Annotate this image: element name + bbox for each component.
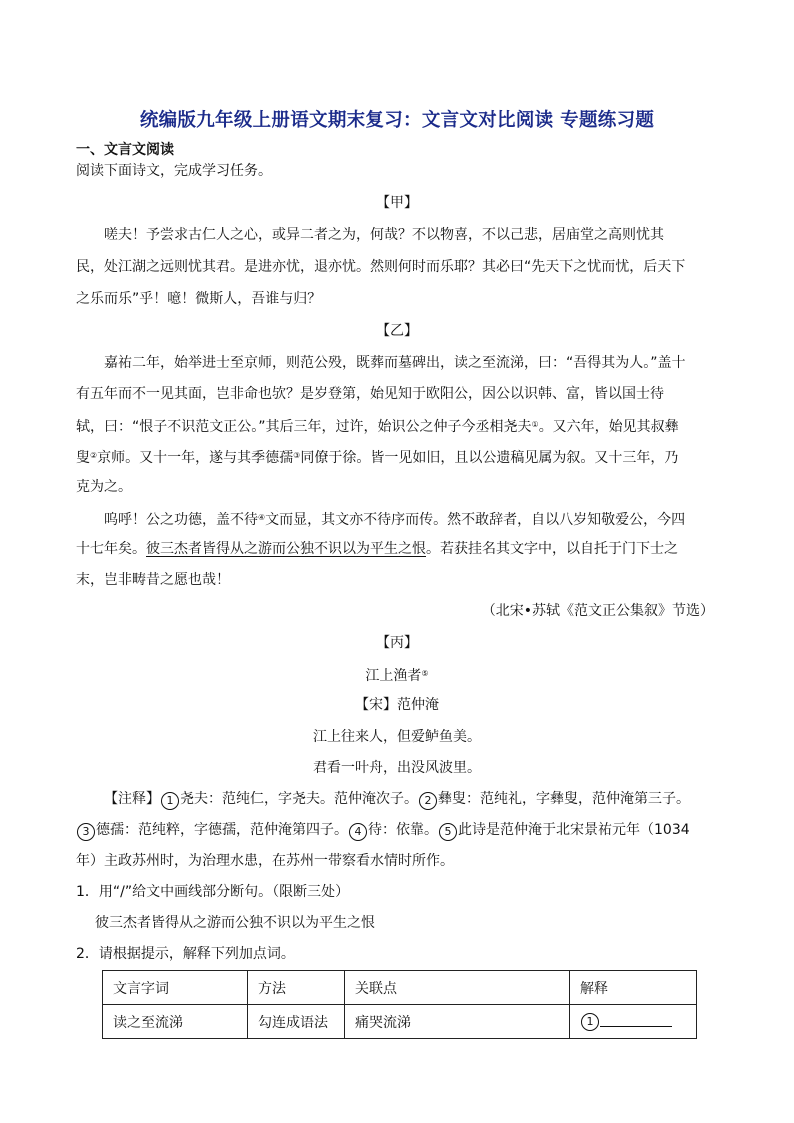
answer-number: 1 [581, 1013, 599, 1031]
table-header-row [103, 971, 697, 1005]
table-header: 关联点 [345, 971, 570, 1005]
page-title: 统编版九年级上册语文期末复习：文言文对比阅读 专题练习题 [139, 110, 655, 131]
notes-line-2 [76, 820, 690, 841]
note-4-text: 待：依靠。 [368, 822, 438, 838]
note-ref-5: ⑤ [421, 669, 429, 678]
note-ref-2: ② [90, 451, 98, 460]
table-cell: 读之至流涕 [103, 1005, 248, 1039]
yi-line-6 [104, 508, 685, 530]
poem-author: 【宋】范仲淹 [355, 697, 439, 713]
bing-heading: 【丙】 [376, 635, 418, 651]
yi-line-6-tail: 文而显，其文亦不待序而传。然不敢辞者，自以八岁知敬爱公，今四 [265, 512, 686, 528]
yi-line-4-tail: 同僚于徐。皆一见如旧，且以公遗稿见属为叙。又十三年，乃 [300, 450, 679, 466]
yi-line-4-mid: 京师。又十一年，遂与其季德孺 [97, 450, 294, 466]
jia-line-1: 嗟夫！予尝求古仁人之心，或异二者之为，何哉？不以物喜，不以己悲，居庙堂之高则忧其 [104, 227, 664, 243]
table-cell: 痛哭流涕 [345, 1005, 570, 1039]
note-num-5: 5 [439, 823, 457, 841]
yi-line-4-head: 叟 [76, 450, 90, 466]
answer-blank[interactable] [600, 1012, 672, 1027]
answer-cell [570, 1005, 697, 1039]
question-1-text: 彼三杰者皆得从之游而公独不识以为平生之恨 [95, 915, 375, 931]
notes-line-3: 年）主政苏州时，为治理水患，在苏州一带察看水情时所作。 [76, 853, 454, 869]
yi-line-3-text: 轼，曰：“恨子不识范文正公。”其后三年，过许，始识公之仲子今丞相尧夫 [76, 419, 532, 435]
poem-title-text: 江上渔者 [365, 668, 422, 684]
answer-table [102, 970, 697, 1039]
intro-text: 阅读下面诗文，完成学习任务。 [76, 163, 272, 179]
section-heading: 一、文言文阅读 [76, 142, 174, 158]
yi-line-8: 末，岂非畴昔之愿也哉！ [76, 572, 230, 588]
table-row [103, 1005, 697, 1039]
yi-line-3 [76, 415, 679, 437]
yi-line-7-head: 十七年矣。 [76, 541, 146, 557]
jia-line-3: 之乐而乐”乎！噫！微斯人，吾谁与归？ [76, 291, 322, 307]
yi-line-7-tail: 。若获挂名其文字中，以自托于门下士之 [426, 541, 678, 557]
note-1-text: 尧夫：范纯仁，字尧夫。范仲淹次子。 [180, 791, 418, 807]
poem-line-2: 君看一叶舟，出没风波里。 [313, 760, 481, 776]
yi-line-1: 嘉祐二年，始举进士至京师，则范公殁，既葬而墓碑出，读之至流涕，曰：“吾得其为人。”盖十 [104, 355, 686, 371]
table-header: 方法 [248, 971, 345, 1005]
question-1-label: 1．用“/”给文中画线部分断句。（限断三处） [76, 884, 350, 900]
underlined-sentence: 彼三杰者皆得从之游而公独不识以为平生之恨 [146, 541, 426, 557]
poem-title [0, 664, 794, 686]
note-num-4: 4 [349, 823, 367, 841]
table-header: 文言字词 [103, 971, 248, 1005]
notes-label: 【注释】 [104, 791, 160, 807]
notes-line-1 [104, 789, 690, 810]
yi-line-2: 有五年而不一见其面，岂非命也欤？是岁登第，始见知于欧阳公，因公以识韩、富，皆以国士待 [76, 386, 664, 402]
note-3-text: 德孺：范纯粹，字德孺，范仲淹第四子。 [96, 822, 348, 838]
yi-source: （北宋•苏轼《范文正公集叙》节选） [481, 603, 714, 619]
note-ref-4: ④ [258, 513, 266, 522]
jia-heading: 【甲】 [376, 195, 418, 211]
table-cell: 勾连成语法 [248, 1005, 345, 1039]
table-header: 解释 [570, 971, 697, 1005]
note-num-1: 1 [161, 792, 179, 810]
note-ref-1: ① [531, 420, 539, 429]
yi-line-7 [76, 539, 678, 559]
yi-line-5: 克为之。 [76, 479, 132, 495]
poem-line-1: 江上往来人，但爱鲈鱼美。 [313, 729, 481, 745]
note-2-text: 彝叟：范纯礼，字彝叟，范仲淹第三子。 [438, 791, 690, 807]
note-5-text: 此诗是范仲淹于北宋景祐元年（1034 [458, 822, 690, 838]
jia-line-2: 民，处江湖之远则忧其君。是进亦忧，退亦忧。然则何时而乐耶？其必曰“先天下之忧而忧，后天下 [76, 259, 686, 275]
yi-line-3-tail: 。又六年，始见其叔彝 [538, 419, 679, 435]
note-ref-3: ③ [293, 451, 301, 460]
note-num-3: 3 [77, 823, 95, 841]
yi-heading: 【乙】 [376, 323, 418, 339]
yi-line-4 [76, 446, 678, 468]
question-2-label: 2．请根据提示，解释下列加点词。 [76, 946, 295, 962]
yi-line-6-head: 呜呼！公之功德，盖不待 [104, 512, 258, 528]
note-num-2: 2 [419, 792, 437, 810]
